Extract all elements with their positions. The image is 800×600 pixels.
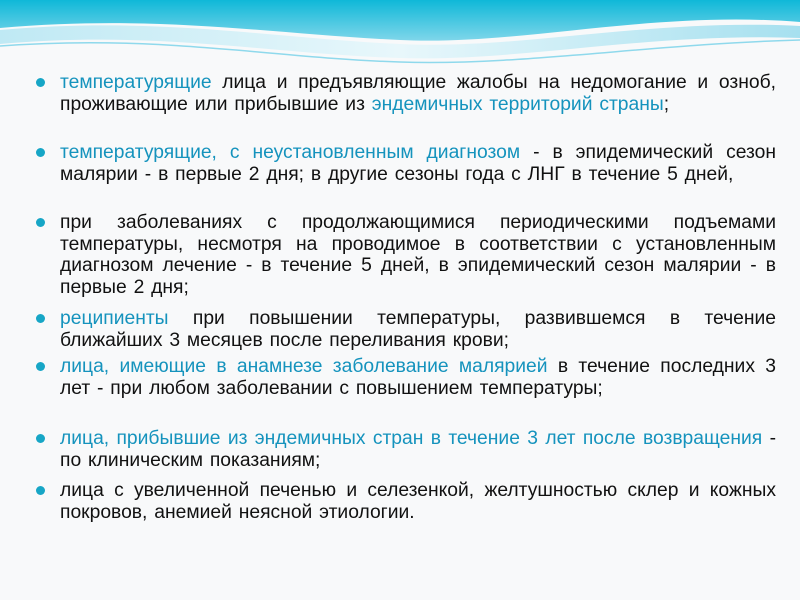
text-segment: лица и предъявляющие жалобы на недомогание и озноб, проживающие или прибывшие из	[60, 72, 776, 115]
text-segment: ;	[663, 93, 670, 115]
bullet-item	[36, 212, 776, 298]
bullet-item	[36, 142, 776, 185]
text-segment: в течение последних 3 лет - при любом заболевании с повышением температуры;	[60, 356, 776, 399]
bullet-dot-icon	[36, 218, 45, 227]
bullet-text	[60, 428, 776, 471]
bullet-text	[60, 72, 776, 115]
bullet-text	[60, 356, 776, 399]
bullet-list	[36, 70, 776, 590]
bullet-dot-icon	[36, 314, 45, 323]
bullet-text	[60, 212, 776, 298]
highlighted-phrase: лица, прибывшие из эндемичных стран в течение 3 лет после возвращения	[60, 428, 763, 449]
highlighted-phrase: температурящие, с неустановленным диагнозом	[60, 142, 521, 163]
text-segment: - по клиническим показаниям;	[60, 428, 777, 471]
bullet-dot-icon	[36, 78, 45, 87]
bullet-dot-icon	[36, 434, 45, 443]
highlighted-phrase: эндемичных территорий страны	[371, 93, 664, 115]
bullet-item	[36, 480, 776, 523]
bullet-dot-icon	[36, 486, 45, 495]
text-segment: при повышении температуры, развившемся в течение ближайших 3 месяцев после переливания крови;	[60, 308, 776, 351]
bullet-item	[36, 428, 776, 471]
decorative-wave-banner	[0, 0, 800, 70]
highlighted-phrase: лица, имеющие в анамнезе заболевание малярией	[60, 356, 548, 377]
bullet-dot-icon	[36, 148, 45, 157]
bullet-text	[60, 308, 776, 351]
highlighted-phrase: реципиенты	[60, 308, 169, 329]
bullet-text	[60, 142, 776, 185]
bullet-item	[36, 72, 776, 115]
text-segment: лица с увеличенной печенью и селезенкой, желтушностью склер и кожных покровов, анемией неясной этиологии.	[60, 480, 776, 523]
text-segment: - в эпидемический сезон малярии - в первые 2 дня; в другие сезоны года с ЛНГ в течение 5 дней,	[60, 142, 777, 185]
bullet-item	[36, 308, 776, 351]
text-segment: при заболеваниях с продолжающимися периодическими подъемами температуры, несмотря на проводимое в соответствии с установленным диагнозом лечение - в течение 5 дней, в эпидемический сезон малярии - в первые 2 дня;	[60, 212, 776, 298]
bullet-text	[60, 480, 776, 523]
bullet-item	[36, 356, 776, 399]
bullet-dot-icon	[36, 362, 45, 371]
highlighted-phrase: температурящие	[60, 72, 212, 93]
